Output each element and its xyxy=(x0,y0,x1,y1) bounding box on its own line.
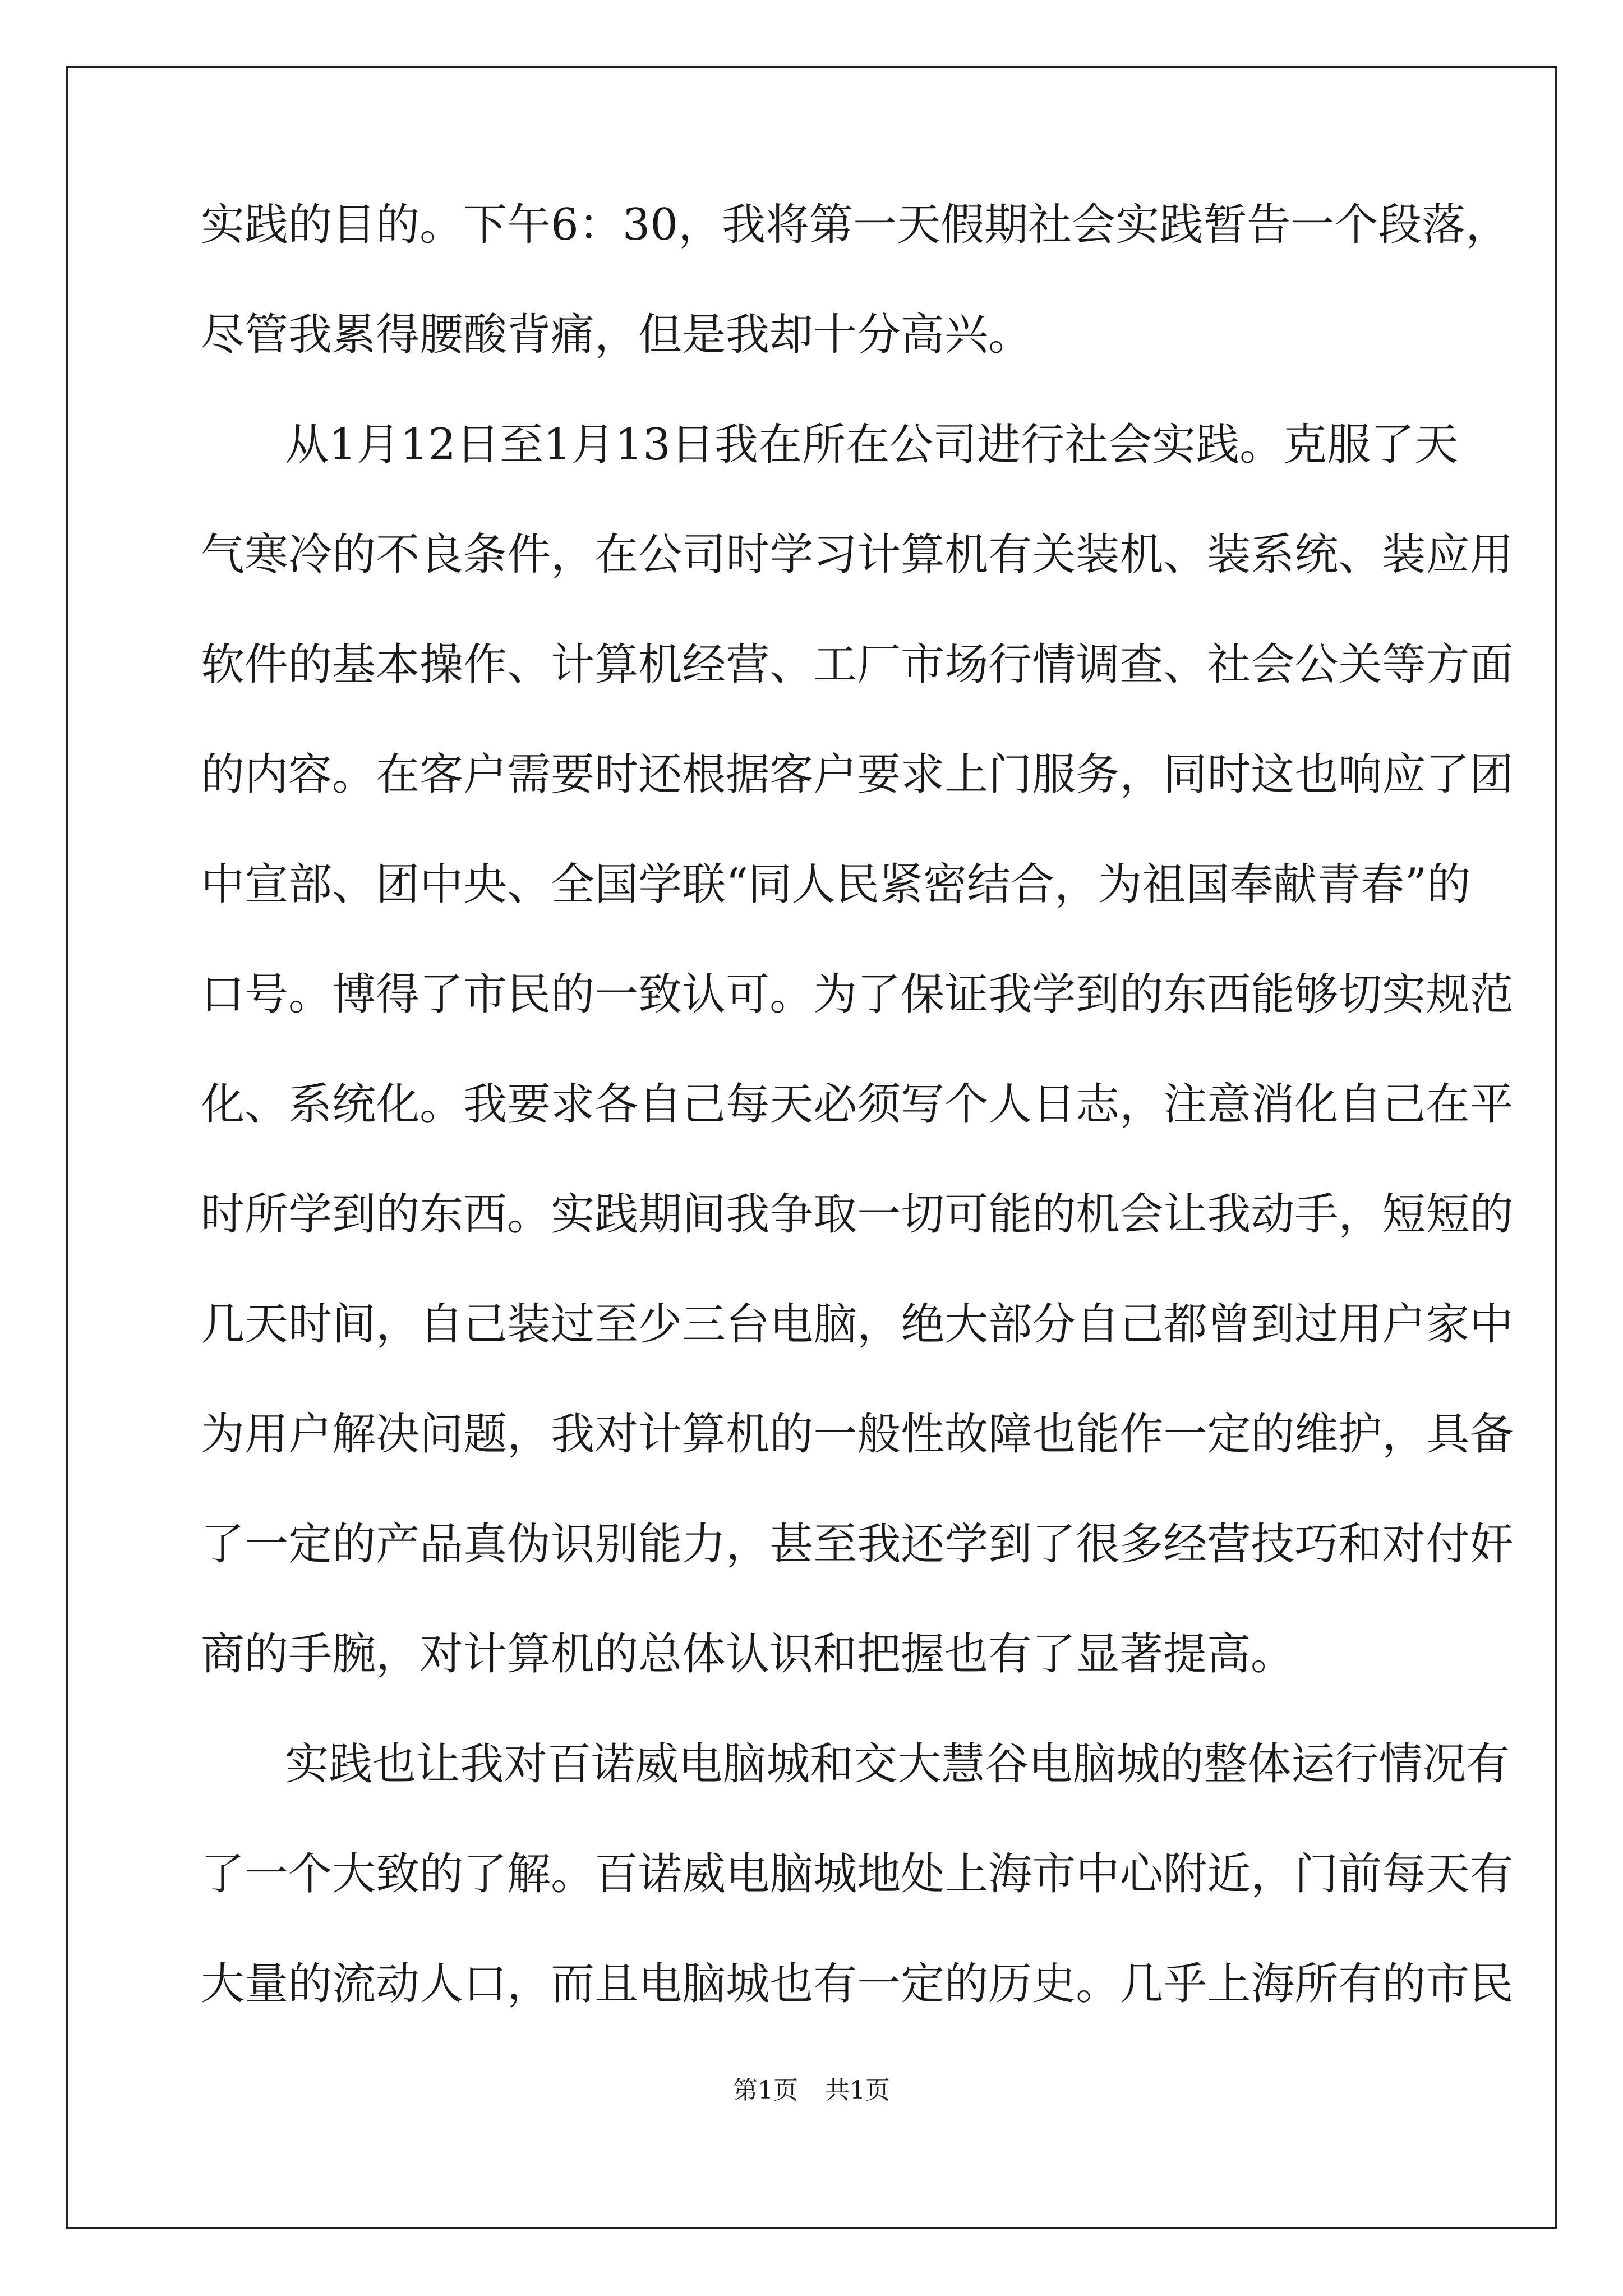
text-line xyxy=(201,749,1514,863)
text-line xyxy=(201,1079,1514,1193)
line-text: 时 所 学 到 的 东 西 。 实 践 期 间 我 争 取 一 切 可 能 的 机 会 让 我 动 手 ， 短 短 的 xyxy=(201,1189,1514,1240)
line-text: 为 用 户 解 决 问 题 ， 我 对 计 算 机 的 一 般 性 故 障 也 能 作 一 定 的 维 护 ， 具 备 xyxy=(201,1409,1514,1460)
page-number: 第1页 xyxy=(733,2076,798,2105)
line-text: 软 件 的 基 本 操 作 、 计 算 机 经 营 、 工 厂 市 场 行 情 调 查 、 社 会 公 关 等 方 面 xyxy=(201,639,1514,690)
text-line xyxy=(201,1189,1514,1303)
text-line xyxy=(201,639,1514,753)
line-text: 商的手腕，对计算机的总体认识和把握也有了显著提高。 xyxy=(201,1629,1295,1680)
line-text: 化 、 系 统 化 。 我 要 求 各 自 己 每 天 必 须 写 个 人 日 志 ， 注 意 消 化 自 己 在 平 xyxy=(201,1079,1514,1130)
line-text: 了 一 定 的 产 品 真 伪 识 别 能 力 ， 甚 至 我 还 学 到 了 很 多 经 营 技 巧 和 对 付 奸 xyxy=(201,1519,1514,1570)
text-line xyxy=(201,530,1514,643)
text-line xyxy=(201,1409,1514,1522)
page-footer xyxy=(0,2070,1623,2106)
text-line xyxy=(201,969,1514,1083)
line-text: 中 宣 部 、 团 中 央 、 全 国 学 联 “ 同 人 民 紧 密 结 合 ， 为 祖 国 奉 献 青 春 ” 的 xyxy=(201,859,1471,910)
text-line xyxy=(201,1629,1435,1742)
text-line xyxy=(201,1739,1510,1852)
page-total: 共1页 xyxy=(825,2076,890,2105)
line-text: 了 一 个 大 致 的 了 解 。 百 诺 威 电 脑 城 地 处 上 海 市 中 心 附 近 ， 门 前 每 天 有 xyxy=(201,1849,1514,1899)
line-text: 的 内 容 。 在 客 户 需 要 时 还 根 据 客 户 要 求 上 门 服 务 ， 同 时 这 也 响 应 了 团 xyxy=(201,749,1514,800)
text-line xyxy=(201,1959,1514,2072)
line-text: 尽管我累得腰酸背痛，但是我却十分高兴。 xyxy=(201,310,1032,360)
text-line xyxy=(201,859,1471,973)
line-text: 几 天 时 间 ， 自 己 装 过 至 少 三 台 电 脑 ， 绝 大 部 分 自 己 都 曾 到 过 用 户 家 中 xyxy=(201,1299,1514,1350)
line-text: 大 量 的 流 动 人 口 ， 而 且 电 脑 城 也 有 一 定 的 历 史 。 几 乎 上 海 所 有 的 市 民 xyxy=(201,1959,1514,2009)
line-text: 实 践 的 目 的 。 下 午 6 ： 3 0 ， 我 将 第 一 天 假 期 社 会 实 践 暂 告 一 个 段 落 ， xyxy=(201,200,1510,250)
text-line xyxy=(201,1849,1514,1962)
text-line xyxy=(201,200,1510,313)
document-body xyxy=(201,200,1514,2072)
line-text: 从 1 月 1 2 日 至 1 月 1 3 日 我 在 所 在 公 司 进 行 社 会 实 践 。 克 服 了 天 xyxy=(285,420,1459,470)
text-line xyxy=(201,1519,1514,1632)
text-line xyxy=(201,310,1435,423)
text-line xyxy=(201,420,1459,533)
line-text: 口 号 。 博 得 了 市 民 的 一 致 认 可 。 为 了 保 证 我 学 到 的 东 西 能 够 切 实 规 范 xyxy=(201,969,1514,1020)
line-text: 气 寒 冷 的 不 良 条 件 ， 在 公 司 时 学 习 计 算 机 有 关 装 机 、 装 系 统 、 装 应 用 xyxy=(201,530,1514,580)
line-text: 实 践 也 让 我 对 百 诺 威 电 脑 城 和 交 大 慧 谷 电 脑 城 的 整 体 运 行 情 况 有 xyxy=(285,1739,1510,1789)
text-line xyxy=(201,1299,1514,1412)
